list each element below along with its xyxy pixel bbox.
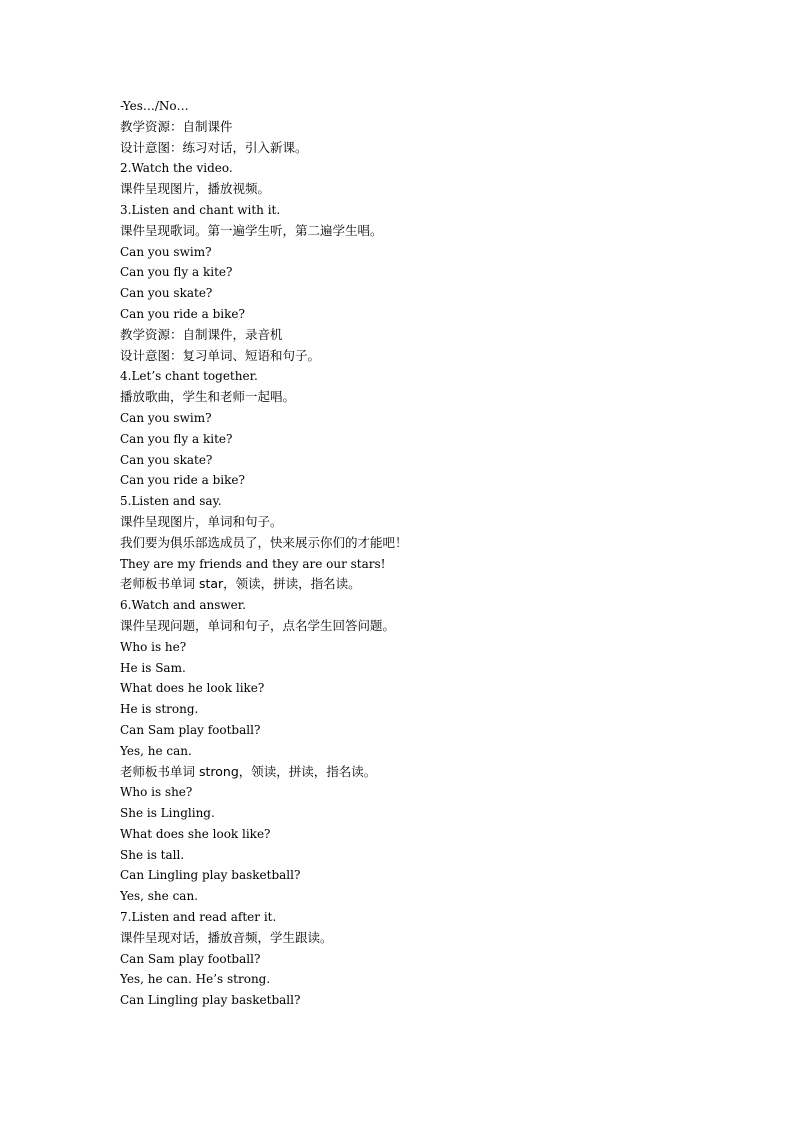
text-line: Can Sam play football?: [120, 722, 261, 737]
text-line: 6.Watch and answer.: [120, 598, 247, 613]
text-line: Can Sam play football?: [120, 951, 261, 966]
text-line: 我们要为俱乐部选成员了，快来展示你们的才能吧！: [120, 534, 408, 550]
text-line: 教学资源：自制课件，录音机: [120, 326, 283, 342]
text-line: 3.Listen and chant with it.: [120, 202, 281, 217]
text-line: Yes, he can. He’s strong.: [120, 972, 271, 987]
text-line: Can you fly a kite?: [120, 431, 233, 446]
text-line: Can you fly a kite?: [120, 265, 233, 280]
text-line: What does he look like?: [120, 681, 265, 696]
text-line: Can you swim?: [120, 410, 212, 425]
text-line: 老师板书单词 strong，领读，拼读，指名读。: [120, 763, 377, 779]
text-line: 7.Listen and read after it.: [120, 910, 277, 925]
text-line: Can Lingling play basketball?: [120, 868, 301, 883]
text-line: Who is he?: [120, 639, 187, 654]
text-line: 课件呈现歌词。第一遍学生听，第二遍学生唱。: [120, 222, 383, 238]
text-line: 播放歌曲，学生和老师一起唱。: [120, 389, 296, 405]
text-line: Can you skate?: [120, 286, 213, 301]
text-line: Can you skate?: [120, 452, 213, 467]
text-line: 5.Listen and say.: [120, 494, 222, 509]
text-line: 4.Let’s chant together.: [120, 369, 258, 384]
lesson-text-body: [120, 96, 720, 1011]
text-line: Can Lingling play basketball?: [120, 993, 301, 1008]
text-line: -Yes…/No…: [120, 99, 189, 113]
text-line: What does she look like?: [120, 826, 271, 841]
text-line: Yes, he can.: [120, 743, 192, 758]
text-line: 2.Watch the video.: [120, 161, 233, 176]
text-line: He is Sam.: [120, 660, 186, 675]
text-line: 课件呈现问题，单词和句子，点名学生回答问题。: [120, 617, 396, 633]
text-line: They are my friends and they are our stars!: [120, 556, 386, 571]
text-line: 课件呈现对话，播放音频，学生跟读。: [120, 929, 333, 945]
text-line: She is tall.: [120, 847, 185, 862]
text-line: 教学资源：自制课件: [120, 118, 233, 134]
text-line: 设计意图：复习单词、短语和句子。: [120, 347, 321, 363]
text-line: 课件呈现图片，播放视频。: [120, 181, 271, 197]
text-line: 设计意图：练习对话，引入新课。: [120, 139, 308, 155]
text-line: 课件呈现图片，单词和句子。: [120, 513, 283, 529]
text-line: Can you ride a bike?: [120, 473, 245, 488]
text-line: Who is she?: [120, 785, 193, 800]
text-line: Can you swim?: [120, 244, 212, 259]
text-line: 老师板书单词 star，领读，拼读，指名读。: [120, 576, 361, 592]
text-line: She is Lingling.: [120, 806, 215, 821]
text-line: Can you ride a bike?: [120, 306, 245, 321]
text-line: Yes, she can.: [120, 889, 198, 904]
text-line: He is strong.: [120, 702, 199, 717]
